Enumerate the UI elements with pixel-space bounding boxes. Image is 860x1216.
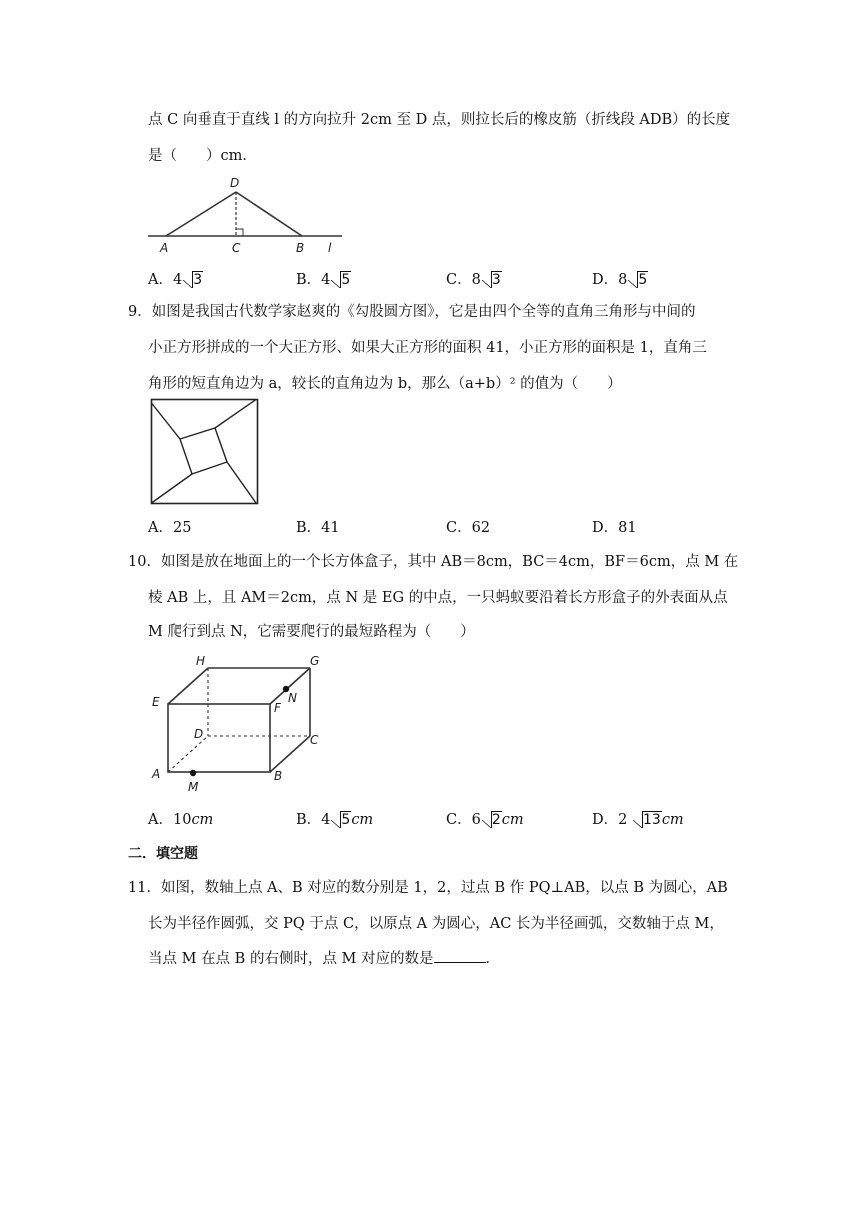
label-a: A xyxy=(152,767,161,781)
q10-option-a[interactable]: A．10cm xyxy=(148,812,214,828)
label-e: E xyxy=(152,695,160,709)
label-d: D xyxy=(194,727,204,741)
answer-blank[interactable] xyxy=(434,948,486,963)
q9-option-c[interactable]: C．62 xyxy=(446,520,491,536)
section-title-fill-in: 二．填空题 xyxy=(128,846,198,862)
label-g: G xyxy=(310,654,320,668)
q9-option-a[interactable]: A．25 xyxy=(148,520,192,536)
right-angle-mark xyxy=(236,229,243,236)
label-n: N xyxy=(288,691,297,705)
label-b: B xyxy=(274,769,283,783)
q10-option-c[interactable]: C．6 2cm xyxy=(446,812,524,828)
point-m xyxy=(190,770,196,776)
q9-option-d[interactable]: D．81 xyxy=(592,520,637,536)
label-c: C xyxy=(310,733,319,747)
label-b: B xyxy=(296,241,305,255)
q9-line2: 小正方形拼成的一个大正方形、如果大正方形的面积 41，小正方形的面积是 1，直角三 xyxy=(148,340,707,356)
q10-line1: 10．如图是放在地面上的一个长方体盒子，其中 AB＝8cm，BC＝4cm，BF＝6cm，点 M 在 xyxy=(128,554,739,570)
label-l: l xyxy=(328,241,332,255)
q9-line3: 角形的短直角边为 a，较长的直角边为 b，那么（a+b）² 的值为（ ） xyxy=(148,376,622,392)
segment-db xyxy=(236,192,302,236)
label-m: M xyxy=(188,780,199,794)
q8-option-d[interactable]: D．8 5 xyxy=(592,272,648,288)
q10-figure-box xyxy=(146,650,336,798)
q9-figure-zhao-shuang-square xyxy=(150,398,262,508)
q8-option-a[interactable]: A．4 3 xyxy=(148,272,203,288)
q9-line1: 9．如图是我国古代数学家赵爽的《勾股圆方图》，它是由四个全等的直角三角形与中间的 xyxy=(128,304,696,320)
q11-line2: 长为半径作圆弧，交 PQ 于点 C，以原点 A 为圆心，AC 长为半径画弧，交数轴于点 M， xyxy=(148,916,724,932)
segment-ad xyxy=(166,192,236,236)
label-a: A xyxy=(160,241,169,255)
q9-option-b[interactable]: B．41 xyxy=(296,520,340,536)
label-f: F xyxy=(274,701,281,715)
label-d: D xyxy=(230,176,240,190)
front-face xyxy=(168,704,270,772)
q11-line3: 当点 M 在点 B 的右侧时，点 M 对应的数是 ． xyxy=(148,948,500,969)
inner-square xyxy=(180,428,227,474)
q8-option-c[interactable]: C．8 3 xyxy=(446,272,501,288)
q10-option-d[interactable]: D．2 13cm xyxy=(592,812,684,828)
q8-option-b[interactable]: B．4 5 xyxy=(296,272,351,288)
label-h: H xyxy=(196,654,206,668)
q10-line3: M 爬行到点 N，它需要爬行的最短路程为（ ） xyxy=(148,624,475,640)
q8-line2: 是（ ）cm． xyxy=(148,148,257,164)
q8-line1: 点 C 向垂直于直线 l 的方向拉升 2cm 至 D 点，则拉长后的橡皮筋（折线段 ADB）的长度 xyxy=(148,112,731,128)
label-c: C xyxy=(232,241,241,255)
q8-figure xyxy=(146,174,346,258)
q11-line1: 11．如图，数轴上点 A、B 对应的数分别是 1，2，过点 B 作 PQ⊥AB，以点 B 为圆心，AB xyxy=(128,880,728,896)
q10-option-b[interactable]: B．4 5cm xyxy=(296,812,374,828)
q10-line2: 棱 AB 上，且 AM＝2cm，点 N 是 EG 的中点，一只蚂蚁要沿着长方形盒子的外表面从点 xyxy=(148,590,728,606)
outer-square xyxy=(152,400,258,504)
